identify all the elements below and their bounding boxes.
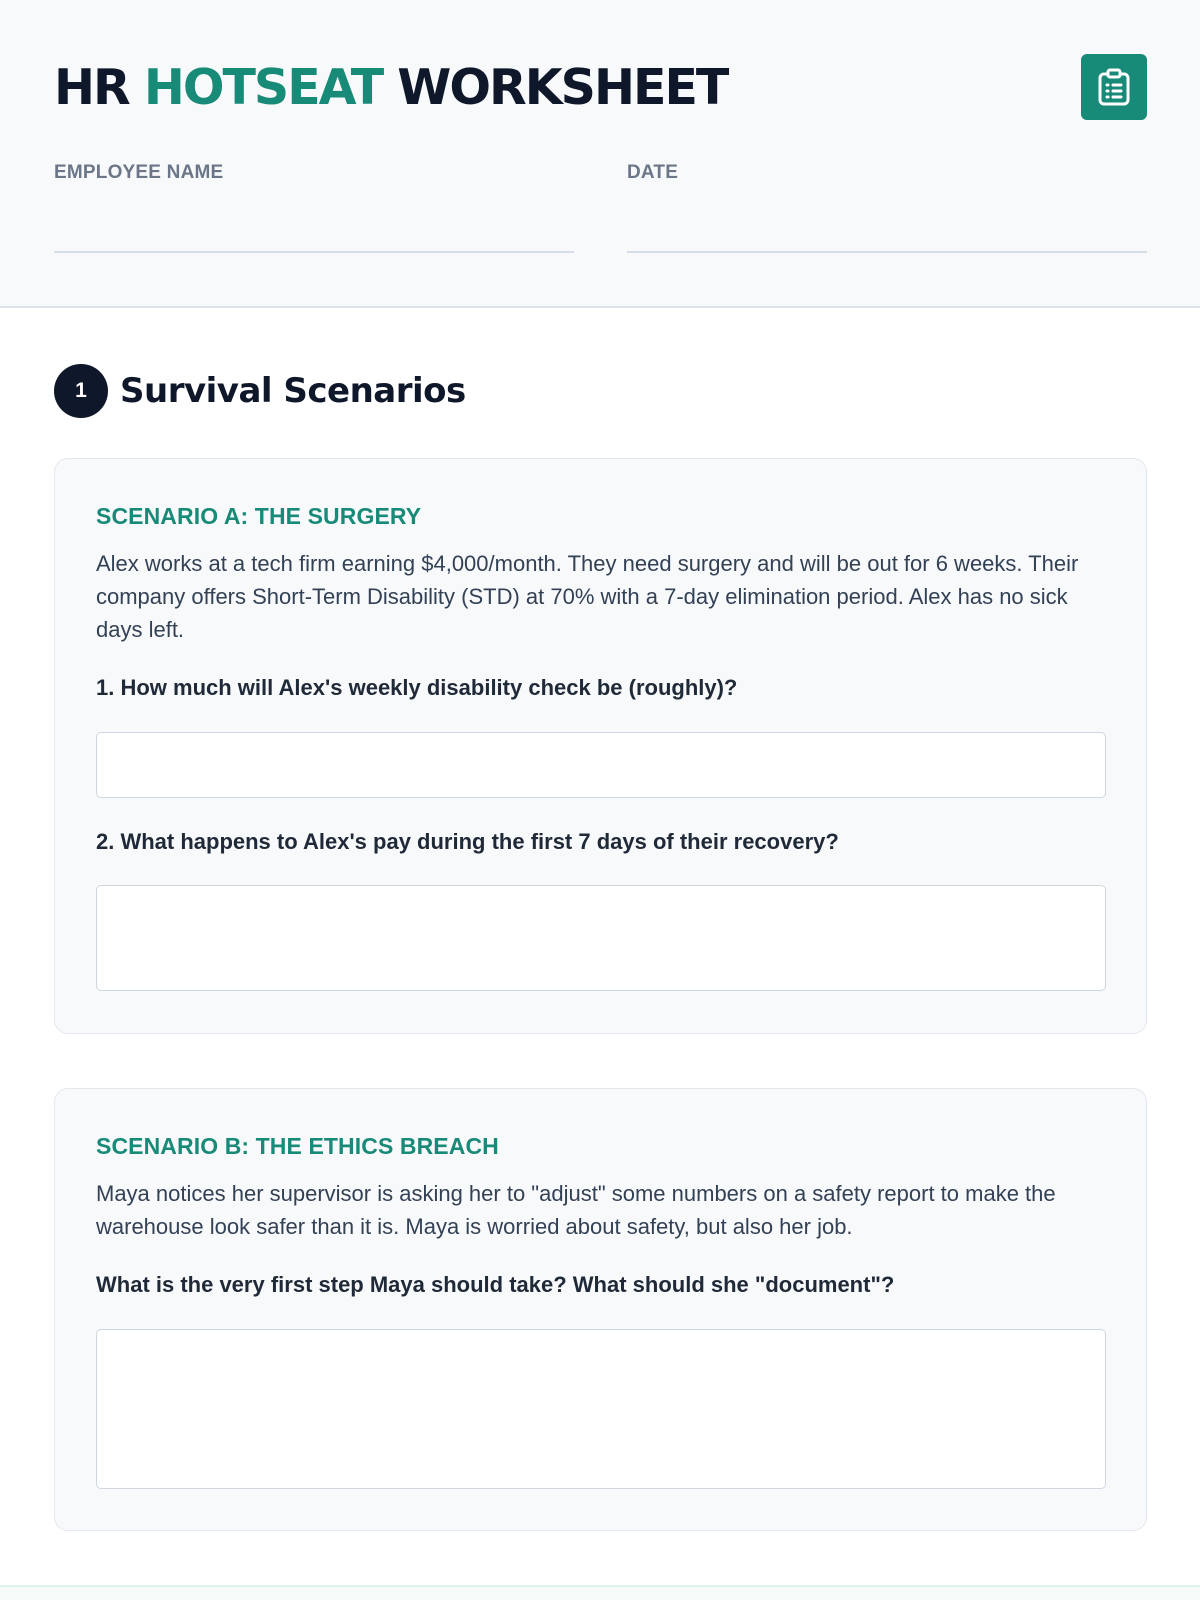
scenario-b-question-1: What is the very first step Maya should take? What should she "document"? (96, 1272, 895, 1297)
next-section-edge (0, 1585, 1200, 1600)
title-part-1: HR (54, 59, 144, 116)
scenario-b-description: Maya notices her supervisor is asking her to "adjust" some numbers on a safety report to make the warehouse look safer than it is. Maya is worried about safety, but also her job. (96, 1181, 1056, 1239)
clipboard-icon (1097, 68, 1131, 106)
worksheet-header (0, 0, 1200, 308)
scenario-a-answer-1[interactable] (96, 732, 1106, 798)
scenario-a-description: Alex works at a tech firm earning $4,000/month. They need surgery and will be out for 6 weeks. Their company offers Short-Term Disability (STD) at 70% with a 7-day elimination period. Alex has no sick days left. (96, 551, 1079, 642)
scenario-b-title: SCENARIO B: THE ETHICS BREACH (96, 1133, 499, 1159)
clipboard-button[interactable] (1081, 54, 1147, 120)
employee-name-label: EMPLOYEE NAME (54, 162, 224, 183)
scenario-a-question-2: 2. What happens to Alex's pay during the first 7 days of their recovery? (96, 829, 839, 854)
worksheet-title (54, 58, 727, 118)
scenario-card-b (54, 1088, 1147, 1531)
employee-name-field[interactable] (54, 251, 574, 253)
title-accent: HOTSEAT (143, 59, 383, 116)
scenario-card-a (54, 458, 1147, 1034)
date-label: DATE (627, 162, 679, 183)
section-number-badge: 1 (54, 364, 108, 418)
scenario-a-title: SCENARIO A: THE SURGERY (96, 503, 422, 529)
scenario-a-answer-2[interactable] (96, 885, 1106, 991)
date-field[interactable] (627, 251, 1147, 253)
section-title: Survival Scenarios (120, 371, 466, 411)
title-part-2: WORKSHEET (382, 59, 728, 116)
scenario-b-answer-1[interactable] (96, 1329, 1106, 1489)
scenario-a-question-1: 1. How much will Alex's weekly disability check be (roughly)? (96, 675, 738, 700)
